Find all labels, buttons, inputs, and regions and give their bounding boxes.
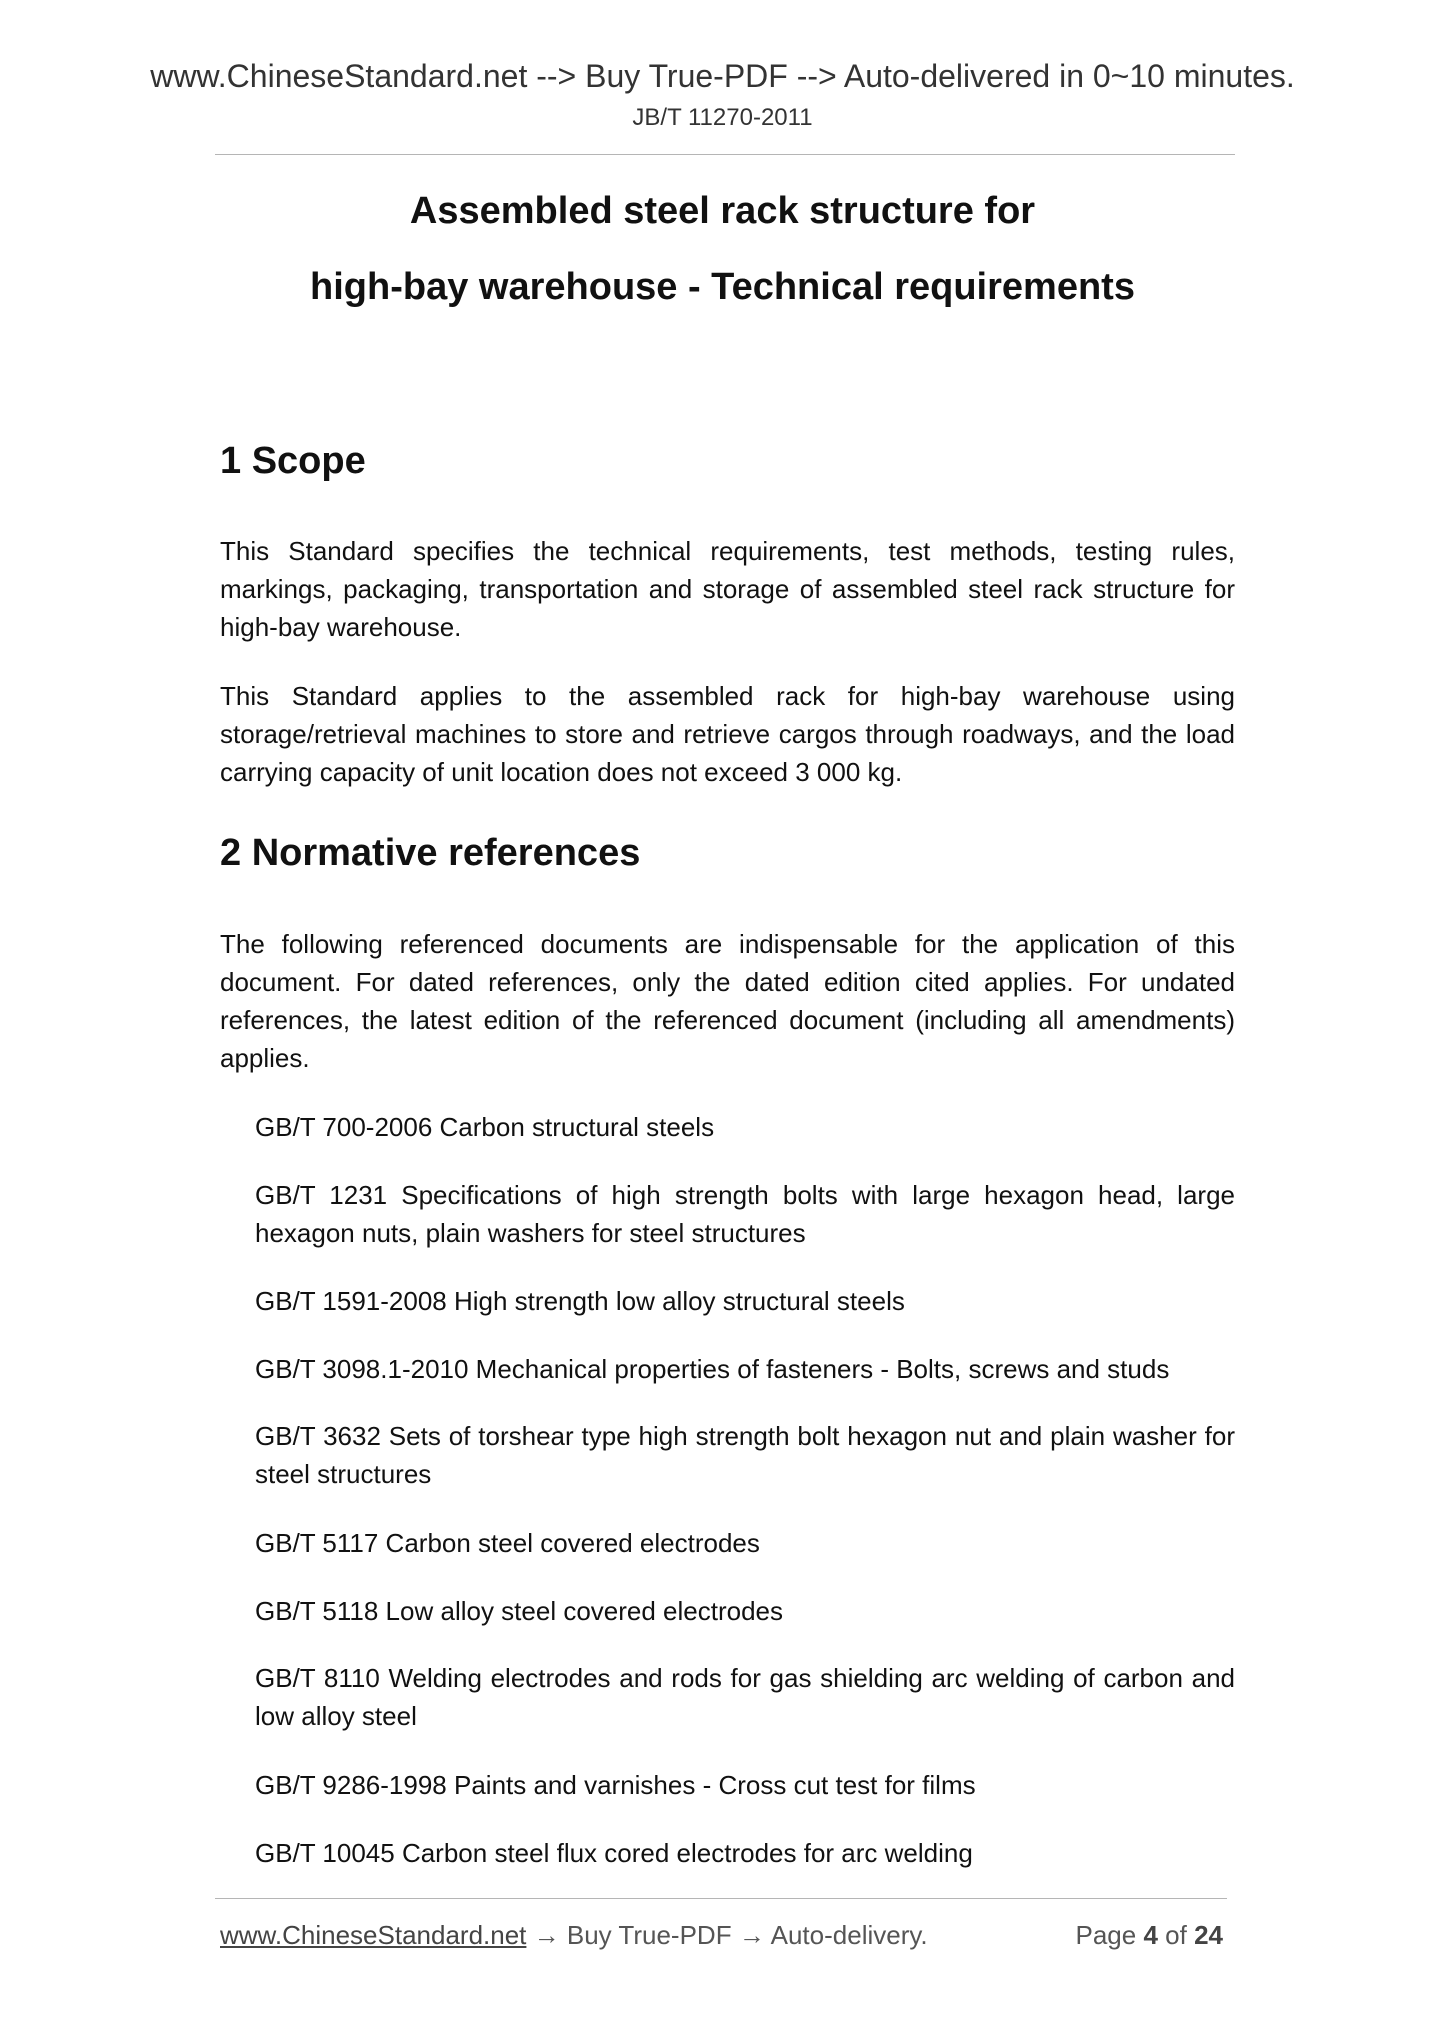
scope-paragraph-1: This Standard specifies the technical requirements, test methods, testing rules, markings, packaging, transportation and storage of assembled steel rack structure for high-bay warehouse. xyxy=(220,536,1235,642)
reference-item: GB/T 5117 Carbon steel covered electrodes xyxy=(255,1528,760,1558)
header-divider xyxy=(215,154,1235,155)
reference-item: GB/T 1231 Specifications of high strength bolts with large hexagon head, large hexagon nuts, plain washers for steel structures xyxy=(255,1180,1235,1248)
of-label: of xyxy=(1165,1920,1187,1950)
section-heading-scope: 1 Scope xyxy=(220,440,366,482)
section-heading-normative-references: 2 Normative references xyxy=(220,832,641,874)
total-pages: 24 xyxy=(1194,1920,1223,1950)
arrow-right-icon: → xyxy=(533,1920,560,1950)
reference-item: GB/T 3098.1-2010 Mechanical properties of fasteners - Bolts, screws and studs xyxy=(255,1354,1170,1384)
page-number xyxy=(1075,1920,1223,1951)
footer-buy-text: Buy True-PDF xyxy=(566,1920,732,1950)
reference-item: GB/T 8110 Welding electrodes and rods for gas shielding arc welding of carbon and low alloy steel xyxy=(255,1663,1235,1731)
footer-delivery-text: Auto-delivery. xyxy=(770,1920,928,1950)
footer-site-link[interactable]: www.ChineseStandard.net xyxy=(220,1920,527,1950)
reference-item: GB/T 9286-1998 Paints and varnishes - Cross cut test for films xyxy=(255,1770,976,1800)
reference-item: GB/T 700-2006 Carbon structural steels xyxy=(255,1112,715,1142)
scope-paragraph-2: This Standard applies to the assembled rack for high-bay warehouse using storage/retrieval machines to store and retrieve cargos through roadways, and the load carrying capacity of unit location does not exceed 3 000 kg. xyxy=(220,681,1235,787)
footer-divider xyxy=(215,1898,1227,1899)
document-code: JB/T 11270-2011 xyxy=(632,104,813,131)
reference-item: GB/T 1591-2008 High strength low alloy structural steels xyxy=(255,1286,905,1316)
document-title-line-1: Assembled steel rack structure for xyxy=(409,190,1036,232)
header-banner[interactable]: www.ChineseStandard.net --> Buy True-PDF --> Auto-delivered in 0~10 minutes. xyxy=(150,58,1295,94)
normative-intro-paragraph: The following referenced documents are indispensable for the application of this document. For dated references, only the dated edition cited applies. For undated references, the latest edition of the referenced document (including all amendments) applies. xyxy=(220,929,1235,1073)
current-page: 4 xyxy=(1143,1920,1158,1950)
reference-item: GB/T 5118 Low alloy steel covered electrodes xyxy=(255,1596,783,1626)
reference-item: GB/T 3632 Sets of torshear type high strength bolt hexagon nut and plain washer for steel structures xyxy=(255,1421,1235,1489)
document-title-line-2: high-bay warehouse - Technical requirements xyxy=(310,266,1135,308)
reference-item: GB/T 10045 Carbon steel flux cored electrodes for arc welding xyxy=(255,1838,973,1868)
footer-promo xyxy=(220,1920,928,1951)
arrow-right-icon: → xyxy=(738,1920,765,1950)
page-label: Page xyxy=(1075,1920,1137,1950)
